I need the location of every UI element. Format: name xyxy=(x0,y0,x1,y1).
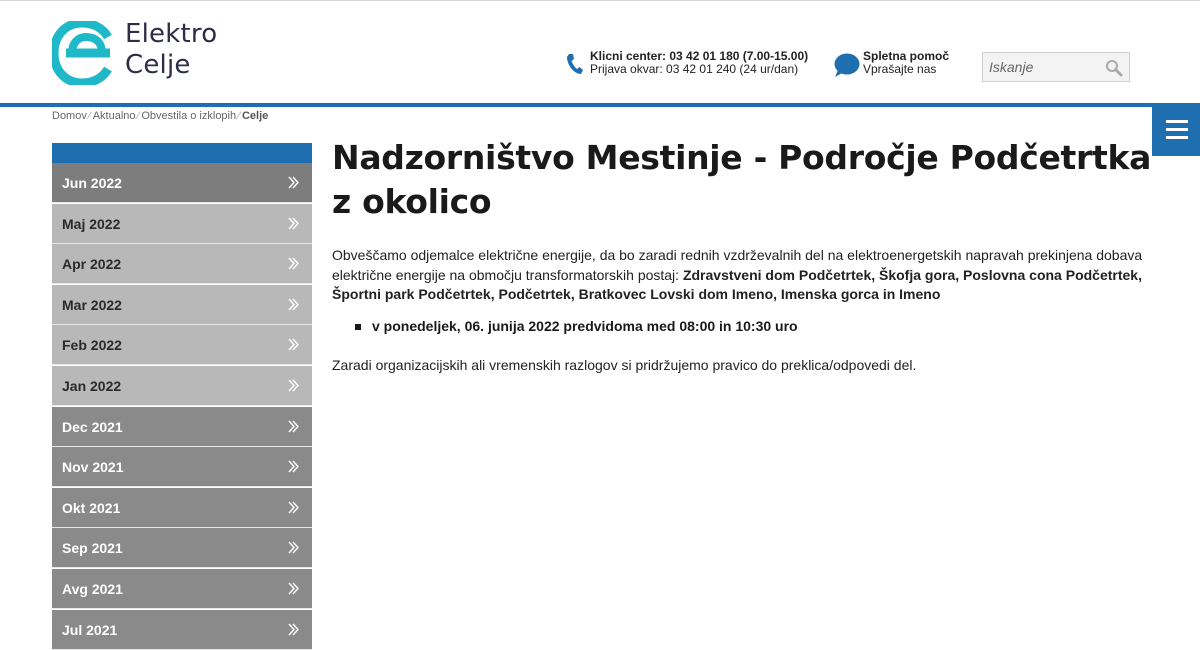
sidebar-item[interactable] xyxy=(52,488,312,528)
intro-paragraph xyxy=(332,246,1157,305)
page-title: Nadzorništvo Mestinje - Področje Podčetrtka z okolico xyxy=(332,138,1152,221)
sidebar-item-label: Jul 2021 xyxy=(62,621,118,638)
header-divider xyxy=(0,103,1200,107)
sidebar-item[interactable] xyxy=(52,285,312,325)
site-header xyxy=(0,1,1200,103)
sidebar-header xyxy=(52,143,312,163)
search-icon[interactable] xyxy=(1105,59,1123,77)
sidebar-item[interactable] xyxy=(52,325,312,365)
sidebar-item-label: Feb 2022 xyxy=(62,337,122,354)
hamburger-menu-button[interactable] xyxy=(1152,103,1200,156)
sidebar-item[interactable] xyxy=(52,163,312,203)
search-input[interactable] xyxy=(983,53,1107,81)
sidebar-item-label: Okt 2021 xyxy=(62,499,121,516)
chevron-double-right-icon xyxy=(288,582,300,595)
chevron-double-right-icon xyxy=(288,420,300,433)
chevron-double-right-icon xyxy=(288,379,300,392)
sidebar-item[interactable] xyxy=(52,528,312,568)
chevron-double-right-icon xyxy=(288,338,300,351)
chevron-double-right-icon xyxy=(288,257,300,270)
sidebar-item[interactable] xyxy=(52,204,312,244)
call-center-text: Klicni center: 03 42 01 180 (7.00-15.00) xyxy=(590,49,809,63)
sidebar-item-label: Jan 2022 xyxy=(62,377,122,394)
logo-wordmark xyxy=(125,19,217,81)
phone-icon xyxy=(565,53,583,75)
chevron-double-right-icon xyxy=(288,623,300,636)
breadcrumb-home[interactable]: Domov xyxy=(52,110,87,122)
schedule-item: v ponedeljek, 06. junija 2022 predvidoma med 08:00 in 10:30 uro xyxy=(372,317,1157,337)
archive-sidebar xyxy=(52,143,312,650)
sidebar-item[interactable] xyxy=(52,447,312,487)
sidebar-item[interactable] xyxy=(52,366,312,406)
breadcrumb: Domov ⁄ Aktualno ⁄ Obvestila o izklopih ⁄ Celje xyxy=(52,110,269,122)
schedule-list xyxy=(332,317,1157,337)
sidebar-item-label: Jun 2022 xyxy=(62,175,122,191)
chevron-double-right-icon xyxy=(288,501,300,514)
online-help-subtitle: Vprašajte nas xyxy=(863,62,937,76)
chevron-double-right-icon xyxy=(288,176,300,189)
sidebar-item-label: Apr 2022 xyxy=(62,256,122,273)
breadcrumb-current: Celje xyxy=(241,110,269,122)
sidebar-item-label: Avg 2021 xyxy=(62,580,123,597)
chevron-double-right-icon xyxy=(288,217,300,230)
sidebar-item[interactable] xyxy=(52,569,312,609)
logo-line-1: Elektro xyxy=(125,19,218,49)
outage-report-text: Prijava okvar: 03 42 01 240 (24 ur/dan) xyxy=(590,62,799,76)
online-help-title: Spletna pomoč xyxy=(863,49,950,63)
chevron-double-right-icon xyxy=(288,541,300,554)
disclaimer-paragraph: Zaradi organizacijskih ali vremenskih razlogov si pridržujemo pravico do preklica/odpovedi del. xyxy=(332,357,917,373)
sidebar-item-label: Maj 2022 xyxy=(62,215,121,232)
chat-bubble-icon xyxy=(834,53,860,77)
sidebar-item-label: Dec 2021 xyxy=(62,418,123,435)
sidebar-item-label: Sep 2021 xyxy=(62,540,123,557)
hamburger-menu-icon xyxy=(1166,120,1188,123)
intro-text: Obveščamo odjemalce električne energije, da bo zaradi rednih vzdrževalnih del na elektroenergetskih napravah prekinjena dobava električne energije na območju transformatorskih postaj: xyxy=(332,247,1143,283)
main-content xyxy=(332,136,1157,376)
site-logo[interactable] xyxy=(52,21,227,85)
chevron-double-right-icon xyxy=(288,298,300,311)
stations-list: Zdravstveni dom Podčetrtek, Škofja gora, Poslovna cona Podčetrtek, Športni park Podčetrtek, Podčetrtek, Bratkovec Lovski dom Imeno, Imenska gorca in Imeno xyxy=(332,266,1142,302)
chevron-double-right-icon xyxy=(288,460,300,473)
logo-line-2: Celje xyxy=(125,50,191,80)
sidebar-item-label: Mar 2022 xyxy=(62,296,122,313)
sidebar-item[interactable] xyxy=(52,407,312,447)
breadcrumb-outage-notices[interactable]: Obvestila o izklopih xyxy=(141,110,237,122)
breadcrumb-news[interactable]: Aktualno xyxy=(92,110,136,122)
logo-mark-icon xyxy=(52,21,112,85)
sidebar-item[interactable] xyxy=(52,244,312,284)
sidebar-item-label: Nov 2021 xyxy=(62,459,124,476)
search-box xyxy=(982,52,1130,82)
